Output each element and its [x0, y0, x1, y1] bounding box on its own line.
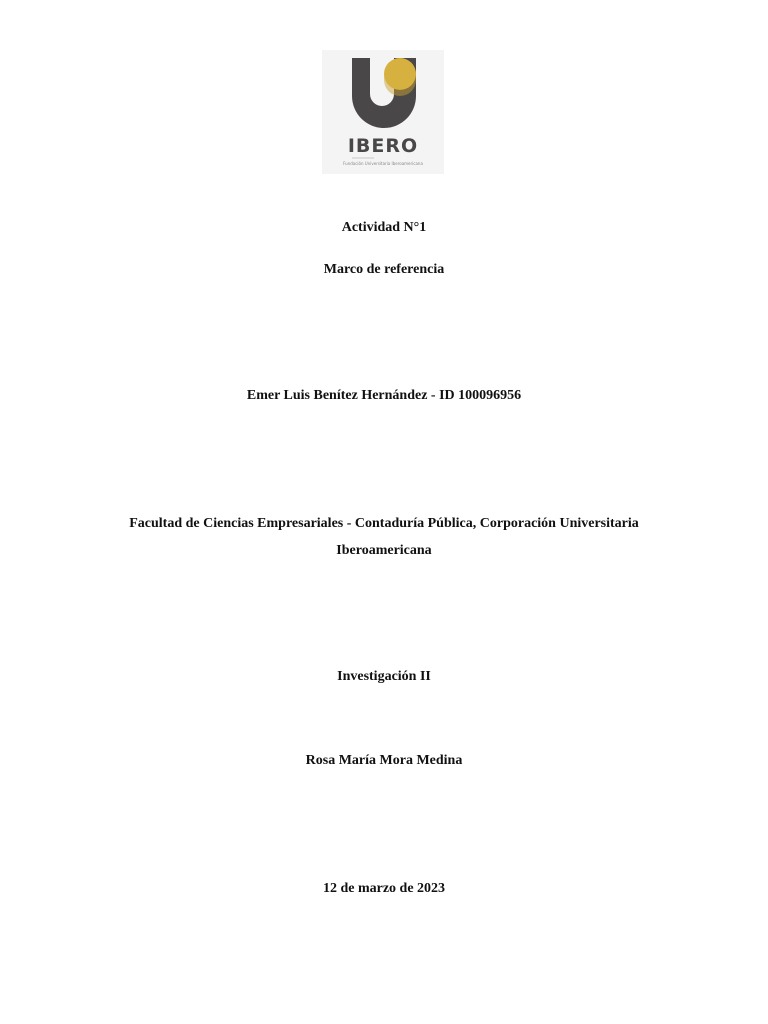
institution-line: Facultad de Ciencias Empresariales - Contaduría Pública, Corporación Universitaria Iberoamericana — [129, 516, 639, 558]
page-title: Actividad N°1 — [341, 220, 427, 235]
author-line: Emer Luis Benítez Hernández - ID 100096956 — [246, 388, 522, 403]
ibero-logo — [322, 50, 444, 174]
teacher-name: Rosa María Mora Medina — [305, 753, 463, 768]
document-date: 12 de marzo de 2023 — [322, 881, 446, 896]
course-name: Investigación II — [337, 669, 431, 684]
page-subtitle: Marco de referencia — [323, 262, 445, 277]
svg-text:Fundación Universitaria Iberoa: Fundación Universitaria Iberoamericana — [343, 161, 423, 166]
svg-text:IBERO: IBERO — [347, 135, 419, 157]
ibero-logo-icon — [322, 50, 444, 174]
